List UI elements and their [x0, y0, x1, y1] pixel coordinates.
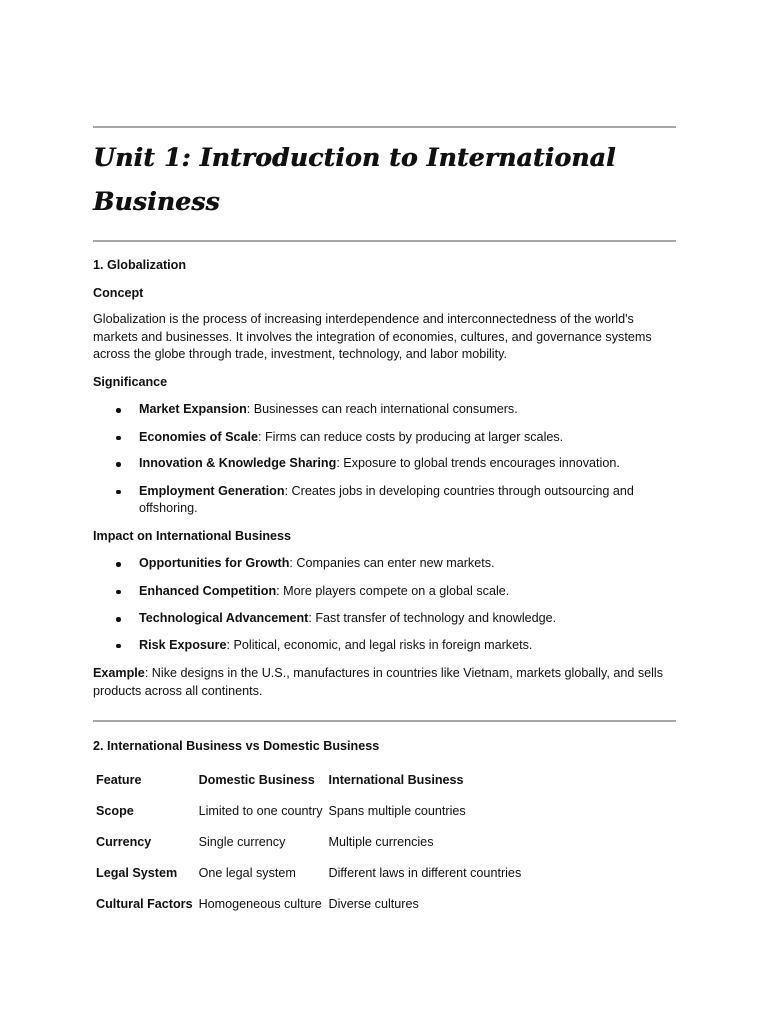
table-header-row — [93, 764, 524, 795]
table-row — [93, 795, 524, 826]
list-item — [93, 555, 676, 573]
list-item-term: Economies of Scale — [139, 429, 258, 444]
document-title: Unit 1: Introduction to International Business — [93, 143, 616, 216]
list-item-term: Risk Exposure — [139, 637, 227, 652]
horizontal-rule — [93, 720, 676, 722]
table-cell-international: Multiple currencies — [328, 834, 434, 849]
subheading-significance: Significance — [93, 375, 168, 389]
horizontal-rule — [93, 240, 676, 242]
table-cell-domestic: Homogeneous culture — [198, 896, 322, 911]
list-item-term: Market Expansion — [139, 402, 247, 416]
list-item-text: : Firms can reduce costs by producing at larger scales. — [257, 429, 564, 444]
list-item-term: Enhanced Competition — [139, 583, 277, 598]
list-item — [93, 610, 676, 628]
list-item-term: Employment Generation — [139, 483, 285, 498]
subheading-concept: Concept — [93, 286, 144, 300]
list-item — [93, 455, 676, 473]
list-item-term: Innovation & Knowledge Sharing — [139, 456, 337, 470]
column-header: International Business — [328, 772, 464, 787]
column-header: Domestic Business — [198, 772, 315, 787]
table-cell-domestic: Limited to one country — [198, 803, 323, 818]
section-heading-comparison: 2. International Business vs Domestic Business — [93, 739, 380, 753]
list-item-term: Technological Advancement — [139, 611, 309, 625]
horizontal-rule — [93, 126, 676, 128]
comparison-table — [93, 764, 524, 919]
list-item-text: : Creates jobs in developing countries through outsourcing and offshoring. — [139, 483, 634, 515]
column-header: Feature — [96, 772, 142, 787]
subheading-impact: Impact on International Business — [93, 529, 292, 543]
list-item — [93, 637, 676, 655]
impact-list — [93, 555, 676, 654]
list-item — [93, 401, 676, 419]
list-item-text: : Political, economic, and legal risks in foreign markets. — [226, 637, 533, 652]
table-cell-feature: Legal System — [96, 865, 178, 880]
section-heading-globalization: 1. Globalization — [93, 258, 187, 272]
list-item-text: : Companies can enter new markets. — [289, 556, 495, 570]
list-item — [93, 429, 676, 447]
concept-paragraph: Globalization is the process of increasing interdependence and interconnectedness of the world's markets and businesses. It involves the integration of economies, cultures, and governance systems across the globe through trade, investment, technology, and labor mobility. — [93, 312, 652, 361]
list-item-text: : More players compete on a global scale. — [276, 583, 510, 598]
table-cell-domestic: One legal system — [198, 865, 296, 880]
table-cell-international: Different laws in different countries — [328, 865, 522, 880]
table-cell-domestic: Single currency — [198, 834, 286, 849]
table-row — [93, 888, 524, 919]
table-cell-international: Diverse cultures — [328, 896, 419, 911]
table-cell-feature: Currency — [96, 834, 152, 849]
significance-list — [93, 401, 676, 518]
list-item-text: : Businesses can reach international consumers. — [246, 402, 518, 416]
table-cell-feature: Scope — [96, 803, 134, 818]
list-item-text: : Exposure to global trends encourages innovation. — [336, 456, 620, 470]
table-cell-feature: Cultural Factors — [96, 896, 193, 911]
list-item-term: Opportunities for Growth — [139, 556, 290, 570]
example-label: Example — [93, 666, 145, 680]
list-item-text: : Fast transfer of technology and knowledge. — [308, 611, 557, 625]
table-row — [93, 826, 524, 857]
example-paragraph — [93, 665, 676, 700]
list-item — [93, 583, 676, 601]
example-text: : Nike designs in the U.S., manufactures in countries like Vietnam, markets globally, and sells products across all continents. — [93, 666, 664, 698]
table-row — [93, 857, 524, 888]
list-item — [93, 483, 676, 518]
table-cell-international: Spans multiple countries — [328, 803, 466, 818]
